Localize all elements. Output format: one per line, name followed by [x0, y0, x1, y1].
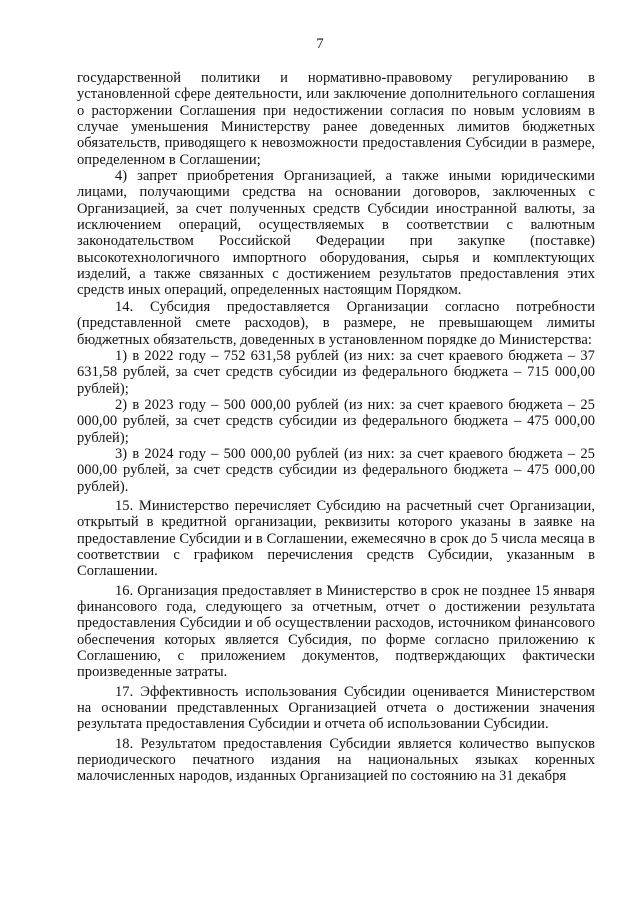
paragraph-item-4: 4) запрет приобретения Организацией, а также иными юридическими лицами, получающими средства на основании договоров, заключенных с Организацией, за счет полученных средств Субсидии иностранной валюты, за исключением операций, осуществляемых в соответствии с валютным законодательством Российской Федерации при закупке (поставке) высокотехнологичного импортного оборудования, сырья и комплектующих изделий, а также связанных с достижением результатов предоставления этих средств иных операций, определенных настоящим Порядком. — [77, 168, 595, 299]
page-number: 7 — [316, 36, 324, 52]
paragraph-clause-17: 17. Эффективность использования Субсидии оценивается Министерством на основании представленных Организацией отчета о достижении значения результата предоставления Субсидии и отчета об использовании Субсидии. — [77, 683, 595, 733]
paragraph-clause-14-3: 3) в 2024 году – 500 000,00 рублей (из них: за счет краевого бюджета – 25 000,00 рублей, за счет средств субсидии из федерального бюджета – 475 000,00 рублей). — [77, 445, 595, 495]
paragraph-clause-16: 16. Организация предоставляет в Министерство в срок не позднее 15 января финансового года, следующего за отчетным, отчет о достижении результата предоставления Субсидии и об осуществлении расходов, источником финансового обеспечения которых является Субсидия, по форме согласно приложению к Соглашению, с приложением документов, подтверждающих фактически произведенные затраты. — [77, 582, 595, 681]
paragraph-continuation: государственной политики и нормативно-правовому регулированию в установленной сфере деятельности, или заключение дополнительного соглашения о расторжении Соглашения при недостижении согласия по новым условиям в случае уменьшения Министерству ранее доведенных лимитов бюджетных обязательств, приводящего к невозможности предоставления Субсидии в размере, определенном в Соглашении; — [77, 70, 595, 168]
paragraph-clause-14-2: 2) в 2023 году – 500 000,00 рублей (из них: за счет краевого бюджета – 25 000,00 рублей, за счет средств субсидии из федерального бюджета – 475 000,00 рублей); — [77, 396, 595, 446]
paragraph-clause-15: 15. Министерство перечисляет Субсидию на расчетный счет Организации, открытый в кредитной организации, реквизиты которого указаны в заявке на предоставление Субсидии и в Соглашении, ежемесячно в срок до 5 числа месяца в соответствии с графиком перечисления средств Субсидии, указанным в Соглашении. — [77, 497, 595, 580]
paragraph-clause-14: 14. Субсидия предоставляется Организации согласно потребности (представленной смете расходов), в размере, не превышающем лимиты бюджетных обязательств, доведенных в установленном порядке до Министерства: — [77, 298, 595, 348]
document-body — [77, 70, 595, 785]
paragraph-clause-14-1: 1) в 2022 году – 752 631,58 рублей (из них: за счет краевого бюджета – 37 631,58 рублей, за счет средств субсидии из федерального бюджета – 715 000,00 рублей); — [77, 347, 595, 397]
paragraph-clause-18: 18. Результатом предоставления Субсидии является количество выпусков периодического печатного издания на национальных языках коренных малочисленных народов, изданных Организацией по состоянию на 31 декабря — [77, 735, 595, 785]
